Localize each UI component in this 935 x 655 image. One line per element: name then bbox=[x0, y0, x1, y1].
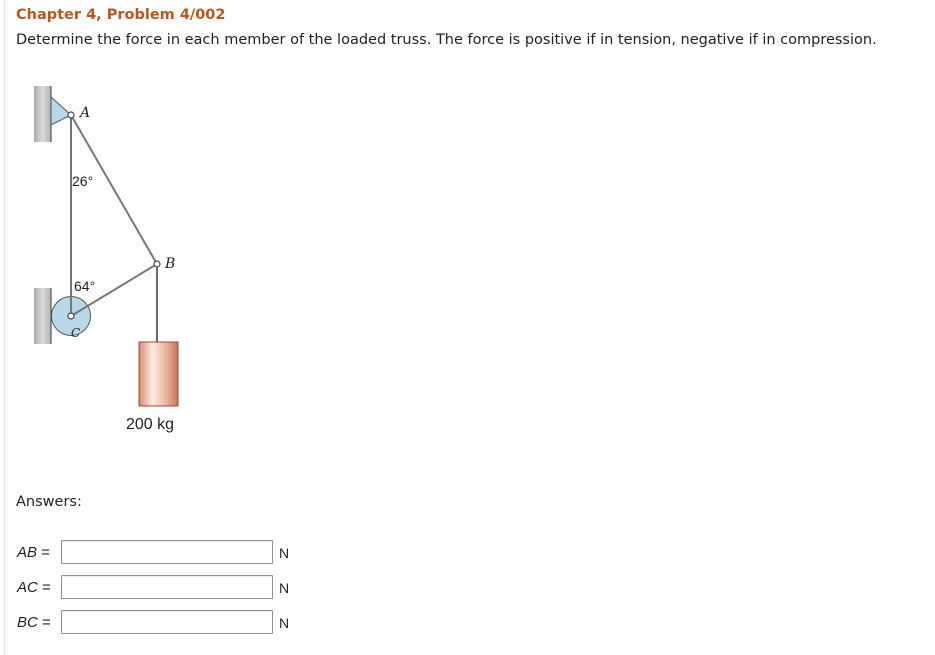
equals-sign: = bbox=[37, 579, 51, 596]
joint-a bbox=[68, 112, 74, 118]
lower-wall bbox=[34, 288, 51, 344]
answer-row-ac bbox=[0, 575, 320, 601]
problem-statement: Determine the force in each member of the loaded truss. The force is positive if in tension, negative if in compression. bbox=[16, 32, 877, 48]
angle-top-label: 26° bbox=[72, 173, 94, 189]
bc-unit: N bbox=[279, 615, 290, 631]
member-ab bbox=[71, 115, 157, 264]
mass-label: 200 kg bbox=[126, 416, 175, 433]
label-c: C bbox=[71, 326, 81, 340]
ac-force-input[interactable] bbox=[61, 575, 273, 599]
equals-sign: = bbox=[37, 614, 51, 631]
bc-force-input[interactable] bbox=[61, 610, 273, 634]
answers-heading: Answers: bbox=[16, 494, 82, 510]
support-a bbox=[51, 97, 71, 125]
answer-row-bc bbox=[0, 610, 320, 636]
answer-label-bc: BC bbox=[17, 614, 38, 631]
joint-b bbox=[154, 261, 160, 267]
truss-figure bbox=[22, 72, 202, 472]
answer-label-ac: AC bbox=[17, 579, 38, 596]
answer-label-ab: AB bbox=[17, 544, 38, 561]
joint-c bbox=[68, 313, 74, 319]
label-a: A bbox=[80, 105, 91, 121]
answer-row-ab bbox=[0, 540, 320, 566]
upper-wall bbox=[34, 86, 51, 142]
problem-title: Chapter 4, Problem 4/002 bbox=[16, 7, 226, 23]
ac-unit: N bbox=[279, 580, 290, 596]
ab-unit: N bbox=[279, 545, 290, 561]
angle-bottom-label: 64° bbox=[74, 278, 96, 294]
label-b: B bbox=[165, 256, 176, 272]
equals-sign: = bbox=[37, 544, 50, 561]
ab-force-input[interactable] bbox=[61, 540, 273, 564]
mass-block bbox=[139, 342, 178, 406]
